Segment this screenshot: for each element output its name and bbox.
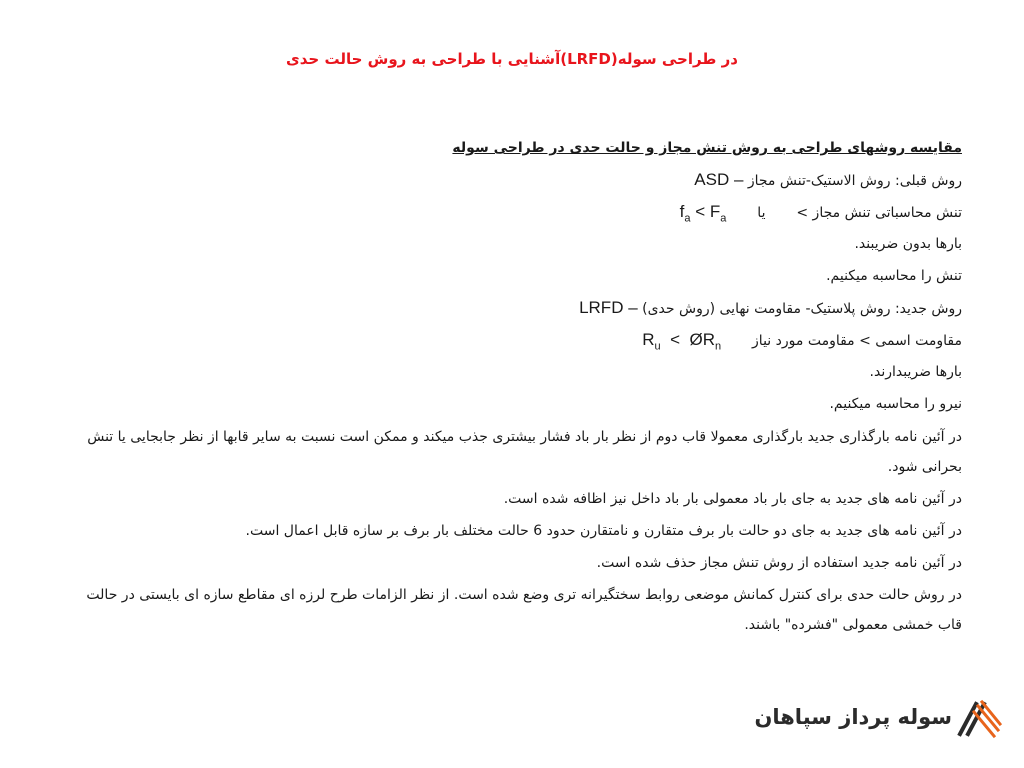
asd-or-word: یا <box>757 205 766 221</box>
lrfd-loads-line: بارها ضریبدارند. <box>869 364 962 380</box>
asd-method-text: روش قبلی: روش الاستیک-تنش مجاز <box>747 173 962 189</box>
asd-code: ASD – <box>694 170 744 189</box>
asd-formula: $f_a < F_a$ <box>679 202 727 225</box>
paragraph: در آئین نامه های جدید به جای بار باد معمولی بار باد داخل نیز اظافه شده است. <box>503 491 962 507</box>
lrfd-condition-line <box>62 326 962 358</box>
asd-loads-line: بارها بدون ضریبند. <box>854 236 962 252</box>
lrfd-formula: $R_u$ < $ØR_n$ <box>642 330 722 353</box>
asd-method-line <box>62 166 962 198</box>
page-title: در طراحی سوله(LRFD)آشنایی با طراحی به روش حالت حدی <box>286 50 738 68</box>
slide-content <box>62 134 962 642</box>
lrfd-method-line <box>62 294 962 326</box>
section-heading: مقایسه روشهای طراحی به روش تنش مجاز و حالت حدی در طراحی سوله <box>452 140 962 156</box>
paragraph: در آئین نامه جدید استفاده از روش تنش مجاز حذف شده است. <box>596 555 962 571</box>
lrfd-method-text: روش جدید: روش پلاستیک- مقاومت نهایی (روش حدی) <box>642 301 962 317</box>
asd-calc-line: تنش را محاسبه میکنیم. <box>826 268 962 284</box>
paragraph: در روش حالت حدی برای کنترل کمانش موضعی روابط سختگیرانه تری وضع شده است. از نظر الزامات طرح لرزه ای مقاطع سازه ای بایستی در حالت قاب خمشی معمولی "فشرده" باشند. <box>86 587 962 633</box>
company-logo <box>754 694 1002 740</box>
asd-condition-text: تنش محاسباتی تنش مجاز > <box>796 205 962 221</box>
paragraph: در آئین نامه بارگذاری جدید بارگذاری معمولا قاب دوم از نظر بار باد فشار بیشتری جذب میکند و ممکن است نسبت به سایر قابها از نظر جابجایی یا تنش بحرانی شود. <box>87 429 962 475</box>
asd-condition-line <box>62 198 962 230</box>
logo-text: سوله پرداز سپاهان <box>754 705 952 729</box>
lrfd-condition-text: مقاومت اسمی > مقاومت مورد نیاز <box>752 333 962 349</box>
paragraph: در آئین نامه های جدید به جای دو حالت بار برف متقارن و نامتقارن حدود 6 حالت مختلف بار برف بر سازه قابل اعمال است. <box>245 523 962 539</box>
lrfd-calc-line: نیرو را محاسبه میکنیم. <box>829 396 962 412</box>
logo-mark-icon <box>956 694 1002 740</box>
lrfd-code: LRFD – <box>579 298 638 317</box>
